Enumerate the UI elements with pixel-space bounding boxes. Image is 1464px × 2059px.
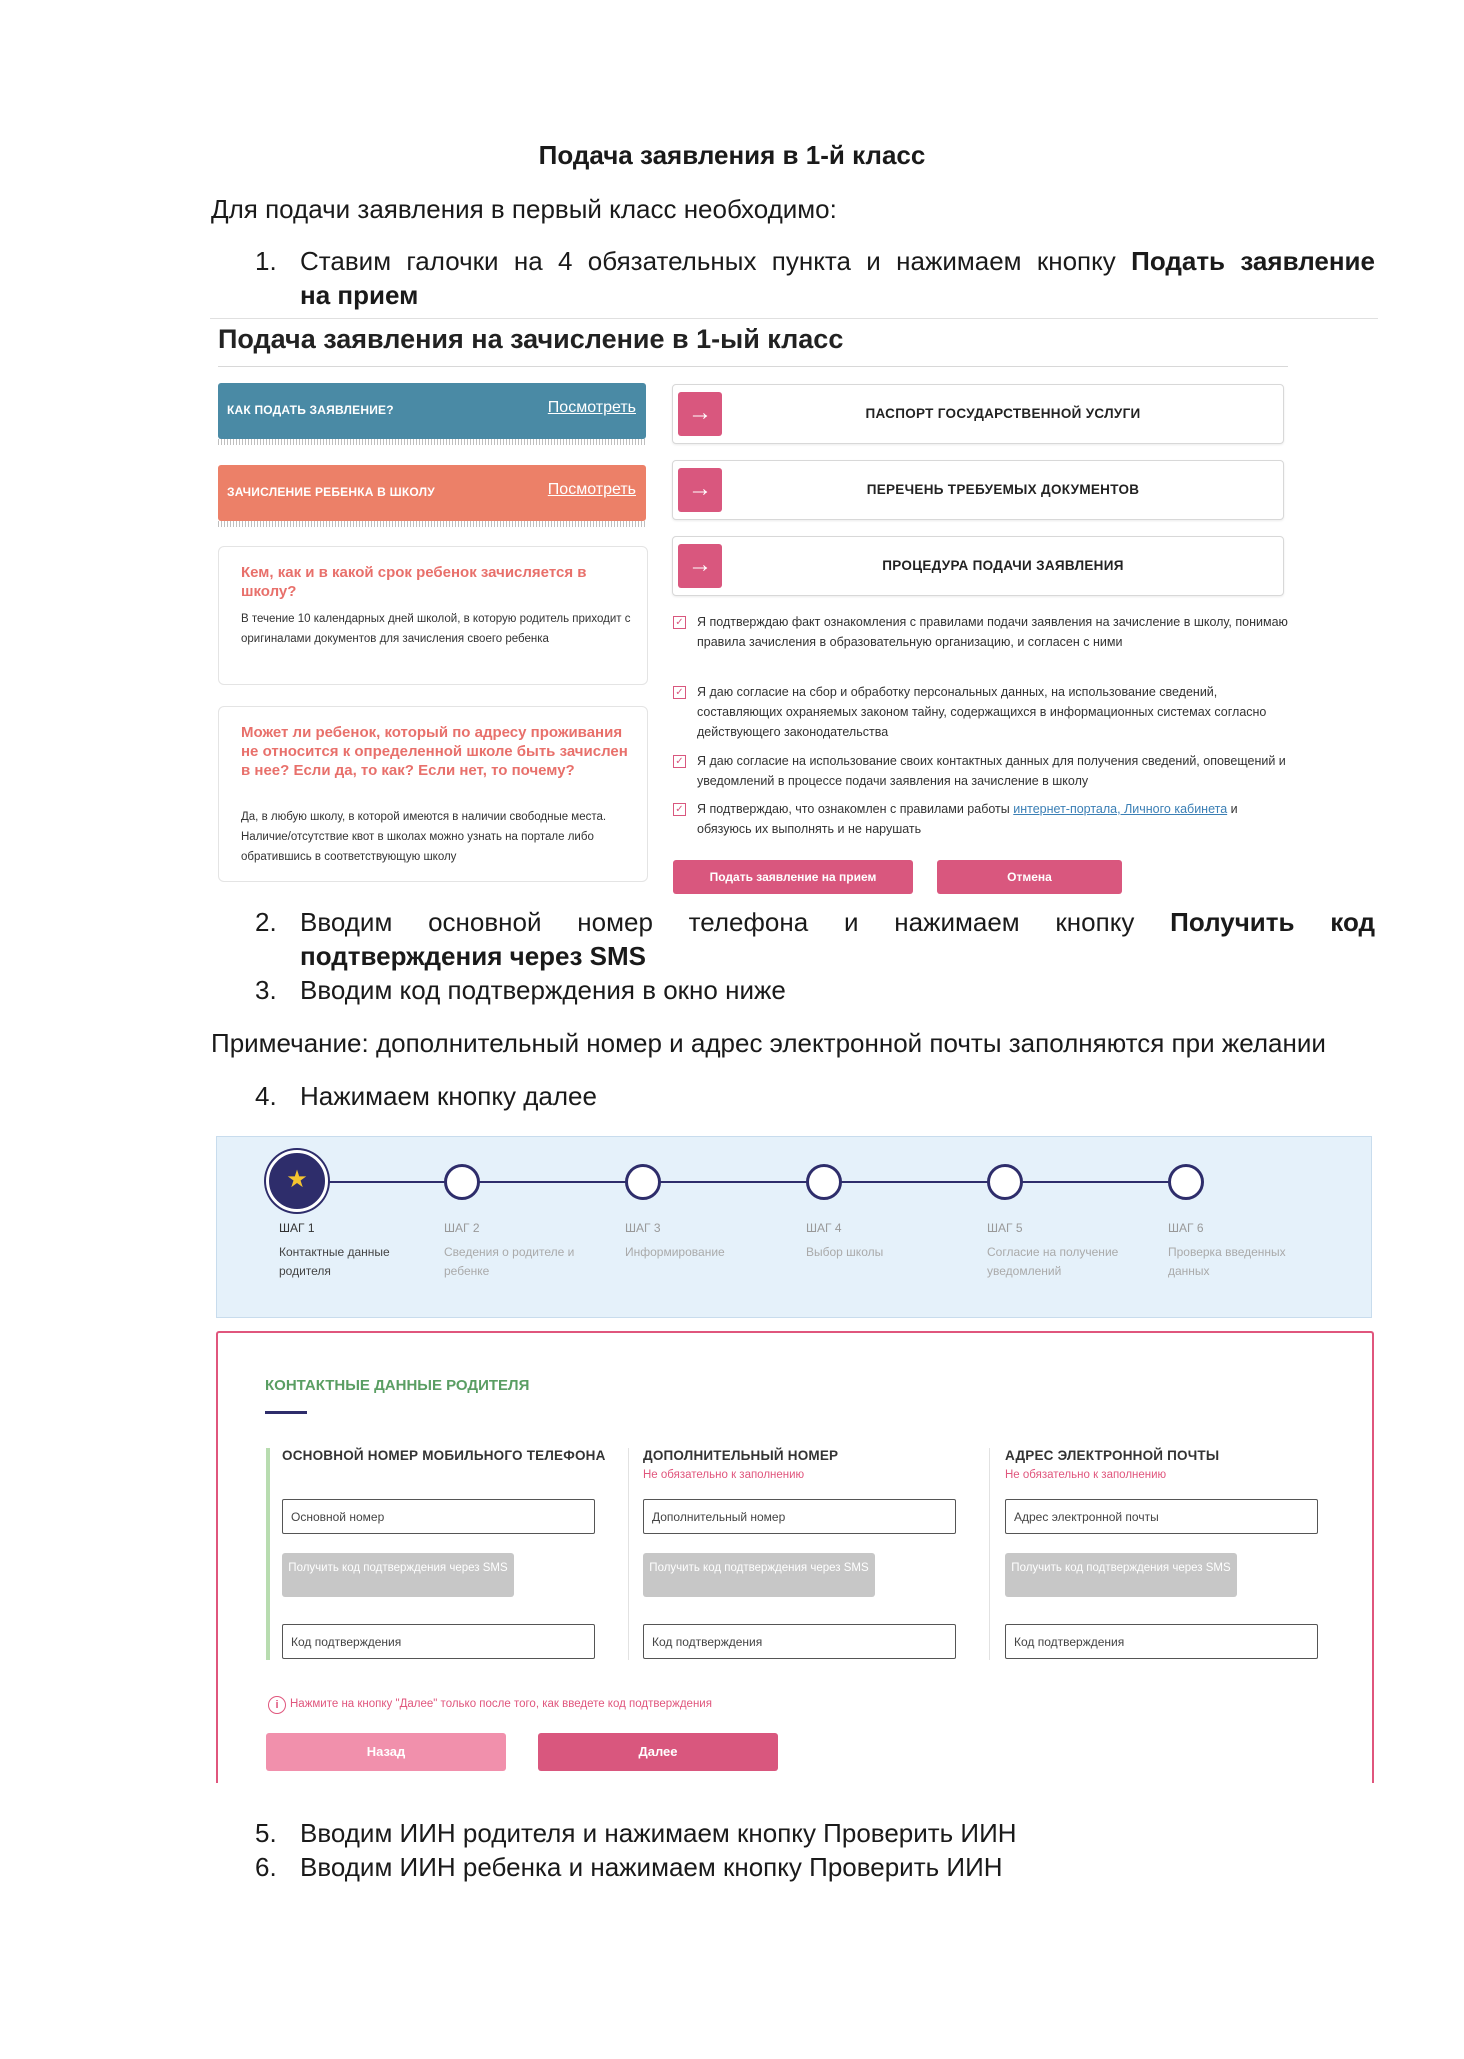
email-code-input[interactable]: Код подтверждения bbox=[1005, 1624, 1318, 1659]
checkbox-checked-icon[interactable]: ✓ bbox=[673, 755, 686, 768]
divider bbox=[218, 366, 1288, 367]
main-phone-input[interactable]: Основной номер bbox=[282, 1499, 595, 1534]
step-circle[interactable] bbox=[1168, 1164, 1204, 1200]
step-2 bbox=[255, 905, 1375, 975]
extra-phone-input[interactable]: Дополнительный номер bbox=[643, 1499, 956, 1534]
checkbox-text: и обязуюсь их выполнять и не нарушать bbox=[697, 802, 1238, 836]
arrow-right-icon: → bbox=[678, 392, 722, 436]
email-label: АДРЕС ЭЛЕКТРОННОЙ ПОЧТЫ bbox=[1005, 1448, 1220, 1463]
hint-text: Нажмите на кнопку "Далее" только после того, как введете код подтверждения bbox=[290, 1698, 712, 1710]
wizard-step-4 bbox=[806, 1221, 956, 1262]
step-number: 2. bbox=[255, 907, 277, 937]
cancel-button[interactable]: Отмена bbox=[937, 860, 1122, 894]
wizard-step-5 bbox=[987, 1221, 1137, 1281]
step-bold-2: на прием bbox=[300, 280, 419, 310]
service-passport-button[interactable] bbox=[672, 384, 1284, 444]
column-divider bbox=[989, 1448, 990, 1660]
step-number: 4. bbox=[255, 1081, 277, 1111]
step-title: ШАГ 2 bbox=[444, 1221, 480, 1235]
step-number: 5. bbox=[255, 1818, 277, 1848]
application-procedure-button[interactable] bbox=[672, 536, 1284, 596]
banner-label: КАК ПОДАТЬ ЗАЯВЛЕНИЕ? bbox=[227, 403, 394, 417]
step-bold-2: подтверждения через SMS bbox=[300, 941, 646, 971]
checkbox-label bbox=[697, 799, 1293, 839]
get-sms-code-button[interactable]: Получить код подтверждения через SMS bbox=[1005, 1553, 1237, 1597]
divider bbox=[210, 318, 1378, 319]
intro-text: Для подачи заявления в первый класс необходимо: bbox=[211, 194, 837, 224]
step-circle[interactable] bbox=[625, 1164, 661, 1200]
note-text: Примечание: дополнительный номер и адрес электронной почты заполняются при желании bbox=[211, 1028, 1326, 1058]
arrow-right-icon: → bbox=[678, 544, 722, 588]
step-6 bbox=[255, 1850, 1375, 1886]
step-title: ШАГ 1 bbox=[279, 1221, 315, 1235]
get-sms-code-button[interactable]: Получить код подтверждения через SMS bbox=[643, 1553, 875, 1597]
step-text: Вводим ИИН родителя и нажимаем кнопку Проверить ИИН bbox=[300, 1818, 1017, 1848]
step-text: Ставим галочки на 4 обязательных пункта и нажимаем кнопку bbox=[300, 246, 1116, 276]
step-3 bbox=[255, 973, 1375, 1009]
back-button[interactable]: Назад bbox=[266, 1733, 506, 1771]
step-title: ШАГ 5 bbox=[987, 1221, 1023, 1235]
arrow-right-icon: → bbox=[678, 468, 722, 512]
section-title: КОНТАКТНЫЕ ДАННЫЕ РОДИТЕЛЯ bbox=[265, 1377, 530, 1394]
submit-application-button[interactable]: Подать заявление на прием bbox=[673, 860, 913, 894]
step-text: Нажимаем кнопку далее bbox=[300, 1081, 597, 1111]
active-step-star-icon[interactable]: ★ bbox=[266, 1150, 328, 1212]
info-icon: i bbox=[268, 1696, 286, 1714]
checkbox-checked-icon[interactable]: ✓ bbox=[673, 616, 686, 629]
step-number: 6. bbox=[255, 1852, 277, 1882]
step-circle[interactable] bbox=[987, 1164, 1023, 1200]
step-description: Выбор школы bbox=[806, 1245, 884, 1259]
faq-question: Может ли ребенок, который по адресу проживания не относится к определенной школе быть зачислен в нее? Если да, то как? Если нет, то почему? bbox=[241, 724, 628, 779]
main-phone-label: ОСНОВНОЙ НОМЕР МОБИЛЬНОГО ТЕЛЕФОНА bbox=[282, 1448, 606, 1463]
wizard-step-1 bbox=[279, 1221, 429, 1281]
view-link[interactable]: Посмотреть bbox=[547, 399, 636, 416]
step-bold: Подать заявление bbox=[1131, 246, 1375, 276]
view-link[interactable]: Посмотреть bbox=[547, 481, 636, 498]
next-button[interactable]: Далее bbox=[538, 1733, 778, 1771]
consent-checkbox-portal[interactable] bbox=[673, 799, 1293, 841]
wizard-step-3 bbox=[625, 1221, 775, 1262]
form-title: Подача заявления на зачисление в 1-ый класс bbox=[218, 324, 844, 354]
banner-edge bbox=[218, 439, 646, 445]
how-to-apply-banner[interactable] bbox=[218, 383, 646, 439]
required-documents-button[interactable] bbox=[672, 460, 1284, 520]
faq-question: Кем, как и в какой срок ребенок зачисляется в школу? bbox=[241, 564, 587, 600]
step-2-line bbox=[300, 905, 1375, 939]
step-2-line-2 bbox=[300, 939, 646, 973]
optional-note: Не обязательно к заполнению bbox=[643, 1469, 805, 1481]
document-title: Подача заявления в 1-й класс bbox=[538, 140, 926, 170]
step-text: Вводим основной номер телефона и нажимаем кнопку bbox=[300, 907, 1135, 937]
get-sms-code-button[interactable]: Получить код подтверждения через SMS bbox=[282, 1553, 514, 1597]
step-1 bbox=[255, 244, 1375, 314]
step-1-line bbox=[300, 244, 1375, 278]
step-4 bbox=[255, 1079, 1375, 1115]
optional-note: Не обязательно к заполнению bbox=[1005, 1469, 1167, 1481]
column-divider bbox=[628, 1448, 629, 1660]
checkbox-text: Я подтверждаю, что ознакомлен с правилами работы bbox=[697, 802, 1010, 816]
consent-checkbox-rules[interactable] bbox=[673, 612, 1293, 674]
checkbox-checked-icon[interactable]: ✓ bbox=[673, 803, 686, 816]
banner-edge bbox=[218, 521, 646, 527]
faq-card bbox=[218, 706, 648, 882]
section-underline bbox=[265, 1411, 307, 1414]
service-label: ПАСПОРТ ГОСУДАРСТВЕННОЙ УСЛУГИ bbox=[865, 406, 1141, 421]
step-number: 1. bbox=[255, 246, 277, 276]
checkbox-label: Я даю согласие на использование своих контактных данных для получения сведений, оповещений и уведомлений в процессе подачи заявления на зачисление в школу bbox=[697, 754, 1286, 788]
progress-line bbox=[295, 1181, 1192, 1183]
service-label: ПРОЦЕДУРА ПОДАЧИ ЗАЯВЛЕНИЯ bbox=[882, 558, 1124, 573]
step-text: Вводим код подтверждения в окно ниже bbox=[300, 975, 786, 1005]
step-title: ШАГ 4 bbox=[806, 1221, 842, 1235]
wizard-step-2 bbox=[444, 1221, 594, 1281]
step-circle[interactable] bbox=[444, 1164, 480, 1200]
faq-card bbox=[218, 546, 648, 685]
step-title: ШАГ 6 bbox=[1168, 1221, 1204, 1235]
step-text: Вводим ИИН ребенка и нажимаем кнопку Проверить ИИН bbox=[300, 1852, 1003, 1882]
service-label: ПЕРЕЧЕНЬ ТРЕБУЕМЫХ ДОКУМЕНТОВ bbox=[866, 482, 1140, 497]
consent-checkbox-contacts[interactable] bbox=[673, 751, 1293, 793]
faq-answer: В течение 10 календарных дней школой, в которую родитель приходит с оригиналами документов для зачисления своего ребенка bbox=[241, 613, 631, 645]
step-description: Сведения о родителе и ребенке bbox=[444, 1245, 575, 1278]
main-code-input[interactable]: Код подтверждения bbox=[282, 1624, 595, 1659]
step-circle[interactable] bbox=[806, 1164, 842, 1200]
step-title: ШАГ 3 bbox=[625, 1221, 661, 1235]
email-input[interactable]: Адрес электронной почты bbox=[1005, 1499, 1318, 1534]
step-description: Согласие на получение уведомлений bbox=[987, 1245, 1119, 1278]
faq-answer: Да, в любую школу, в которой имеются в наличии свободные места. Наличие/отсутствие квот в школах можно узнать на портале либо обратившись в соответствующую школу bbox=[241, 811, 607, 863]
step-bold: Получить код bbox=[1170, 907, 1375, 937]
portal-rules-link[interactable]: интернет-портала, Личного кабинета bbox=[1013, 802, 1228, 816]
step-description: Контактные данные родителя bbox=[279, 1245, 390, 1278]
enrollment-banner[interactable] bbox=[218, 465, 646, 521]
required-marker bbox=[266, 1448, 270, 1660]
step-5 bbox=[255, 1816, 1375, 1852]
checkbox-checked-icon[interactable]: ✓ bbox=[673, 686, 686, 699]
step-description: Проверка введенных данных bbox=[1168, 1245, 1286, 1278]
checkbox-label: Я даю согласие на сбор и обработку персональных данных, на использование сведений, составляющих охраняемых законом тайну, содержащихся в информационных системах согласно действующего законодательства bbox=[697, 685, 1267, 739]
step-description: Информирование bbox=[625, 1245, 725, 1259]
extra-code-input[interactable]: Код подтверждения bbox=[643, 1624, 956, 1659]
checkbox-label: Я подтверждаю факт ознакомления с правилами подачи заявления на зачисление в школу, понимаю правила зачисления в образовательную организацию, и согласен с ними bbox=[697, 615, 1288, 649]
consent-checkbox-personal-data[interactable] bbox=[673, 682, 1293, 744]
wizard-step-6 bbox=[1168, 1221, 1318, 1281]
step-number: 3. bbox=[255, 975, 277, 1005]
step-1-line-2 bbox=[300, 278, 418, 312]
extra-phone-label: ДОПОЛНИТЕЛЬНЫЙ НОМЕР bbox=[643, 1448, 839, 1463]
banner-label: ЗАЧИСЛЕНИЕ РЕБЕНКА В ШКОЛУ bbox=[227, 485, 435, 499]
